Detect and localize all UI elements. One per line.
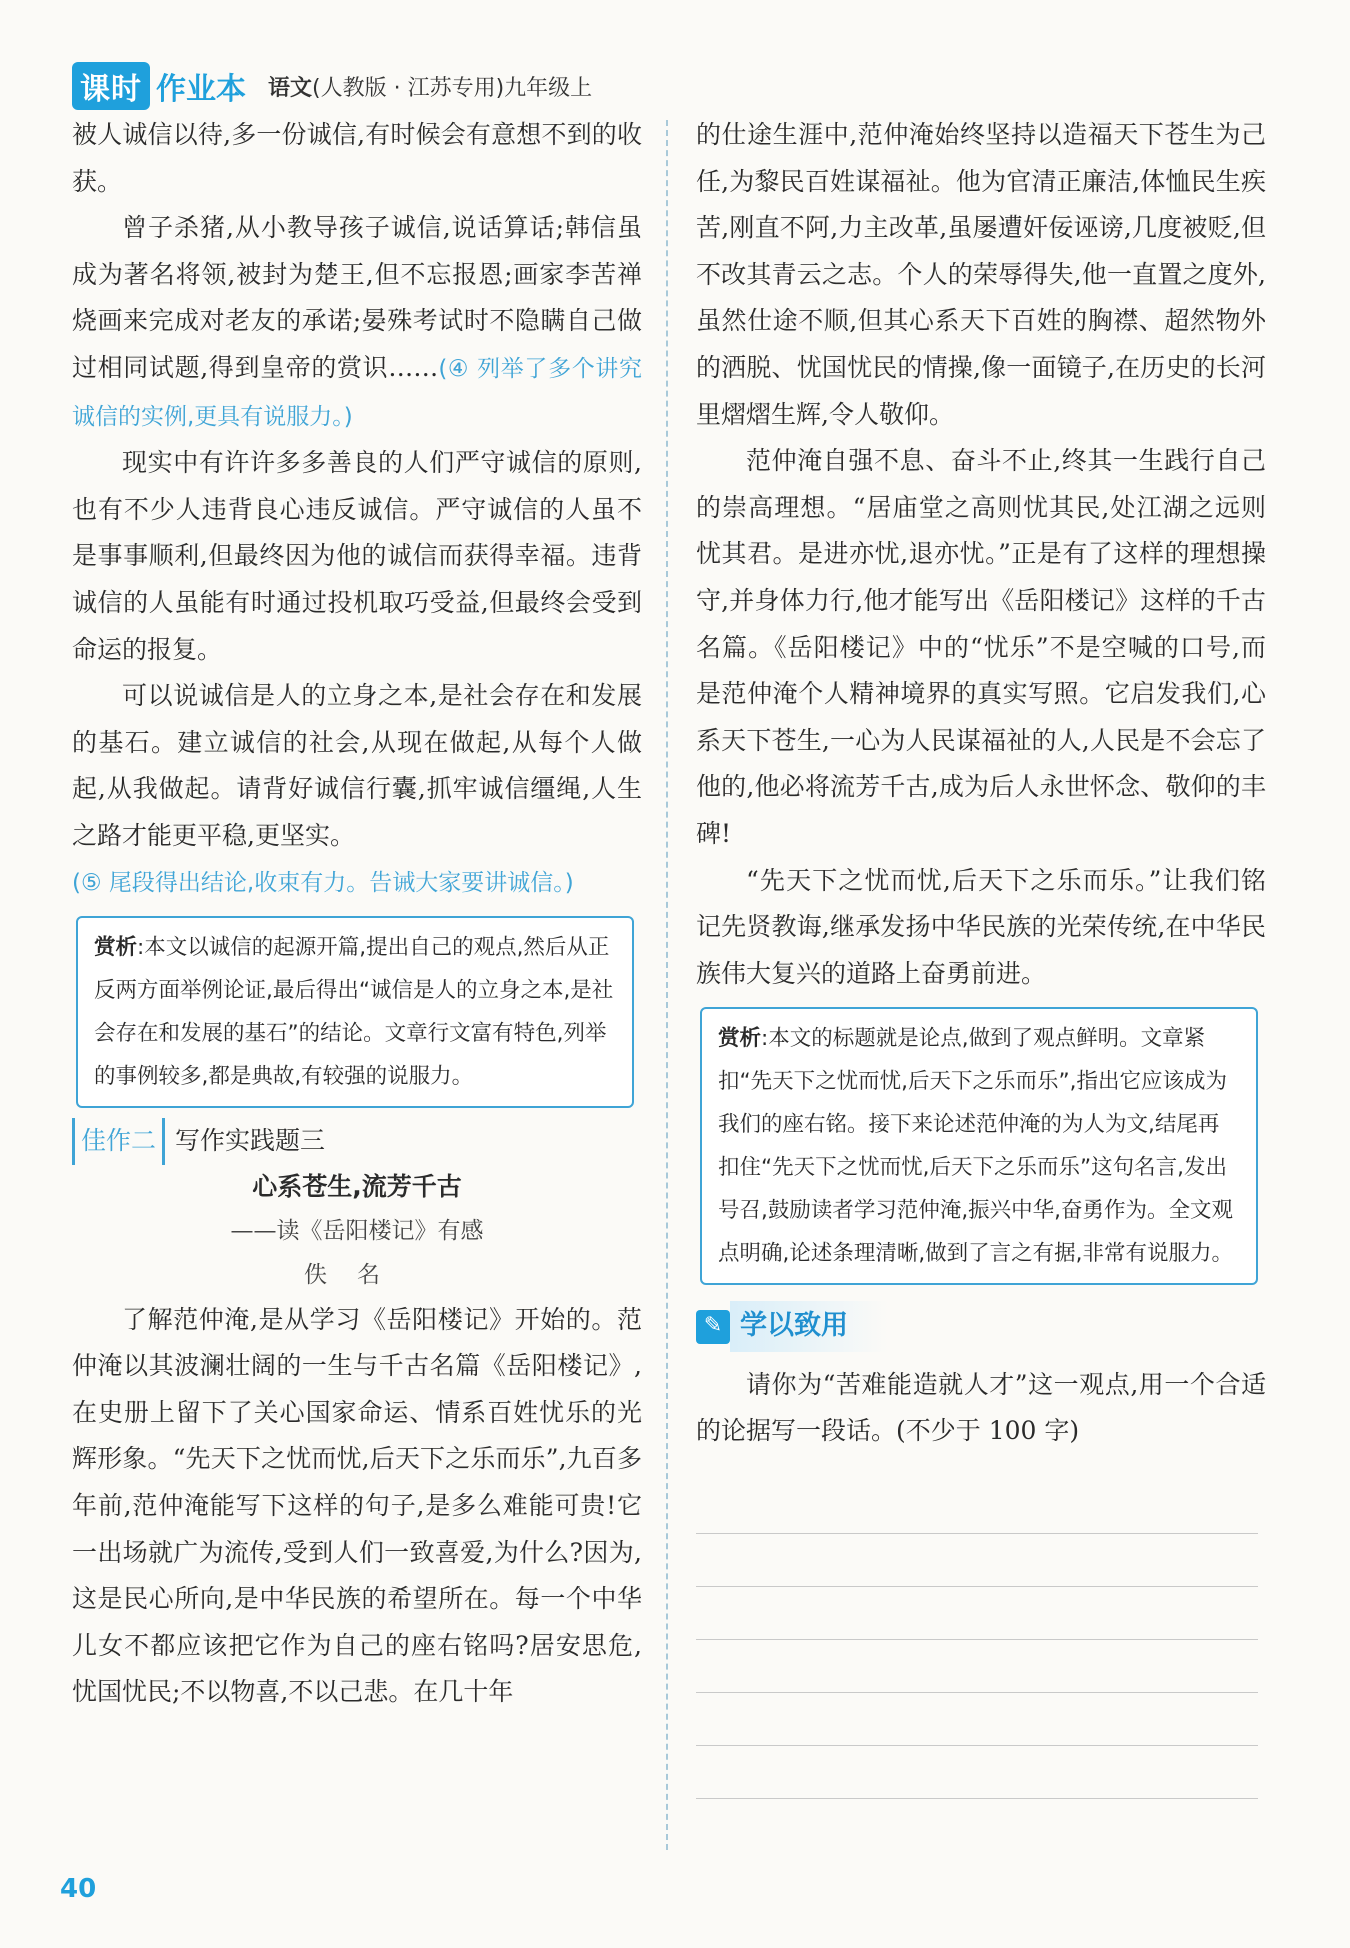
analysis-text: :本文以诚信的起源开篇,提出自己的观点,然后从正反两方面举例论证,最后得出“诚信是人的立身之本,是社会存在和发展的基石”的结论。文章行文富有特色,列举的事例较多,都是典故,有较强的说服力。	[94, 935, 614, 1090]
analysis-text: :本文的标题就是论点,做到了观点鲜明。文章紧扣“先天下之忧而忧,后天下之乐而乐”,指出它应该成为我们的座右铭。接下来论述范仲淹的为人为文,结尾再扣住“先天下之忧而忧,后天下之乐而乐”这句名言,发出号召,鼓励读者学习范仲淹,振兴中华,奋勇作为。全文观点明确,论述条理清晰,做到了言之有据,非常有说服力。	[718, 1026, 1234, 1267]
paragraph: “先天下之忧而忧,后天下之乐而乐。”让我们铭记先贤教诲,继承发扬中华民族的光荣传统,在中华民族伟大复兴的道路上奋勇前进。	[696, 865, 1266, 988]
analysis-label: 赏析	[718, 1026, 762, 1052]
paragraph	[72, 205, 642, 440]
paragraph: 被人诚信以待,多一份诚信,有时候会有意想不到的收获。	[72, 120, 642, 196]
left-column	[72, 112, 642, 1716]
writing-line[interactable]	[696, 1640, 1258, 1693]
writing-line[interactable]	[696, 1746, 1258, 1799]
paragraph: 可以说诚信是人的立身之本,是社会存在和发展的基石。建立诚信的社会,从现在做起,从每个人做起,从我做起。请背好诚信行囊,抓牢诚信缰绳,人生之路才能更平稳,更坚实。	[72, 681, 642, 850]
paragraph: 了解范仲淹,是从学习《岳阳楼记》开始的。范仲淹以其波澜壮阔的一生与千古名篇《岳阳楼记》,在史册上留下了关心国家命运、情系百姓忧乐的光辉形象。“先天下之忧而忧,后天下之乐而乐”,九百多年前,范仲淹能写下这样的句子,是多么难能可贵!它一出场就广为流传,受到人们一致喜爱,为什么?因为,这是民心所向,是中华民族的希望所在。每一个中华儿女不都应该把它作为自己的座右铭吗?居安思危,忧国忧民;不以物喜,不以己悲。在几十年	[72, 1304, 642, 1707]
essay-title: 心系苍生,流芳千古	[252, 1171, 462, 1201]
practice-section-heading	[696, 1301, 1266, 1352]
paragraph: 现实中有许许多多善良的人们严守诚信的原则,也有不少人违背良心违反诚信。严守诚信的人虽不是事事顺利,但最终因为他的诚信而获得幸福。违背诚信的人虽能有时通过投机取巧受益,但最终会受到命运的报复。	[72, 448, 642, 664]
pen-icon: ✎	[696, 1310, 730, 1344]
practice-section-label: 学以致用	[730, 1301, 888, 1352]
logo	[72, 62, 246, 110]
writing-line[interactable]	[696, 1587, 1258, 1640]
analysis-box	[700, 1007, 1258, 1285]
analysis-label: 赏析	[94, 935, 138, 961]
logo-mark: 课时	[72, 62, 150, 110]
paragraph-text: 曾子杀猪,从小教导孩子诚信,说话算话;韩信虽成为著名将领,被封为楚王,但不忘报恩;画家李苦禅烧画来完成对老友的承诺;晏殊考试时不隐瞒自己做过相同试题,得到皇帝的赏识……	[72, 213, 642, 382]
paragraph: 范仲淹自强不息、奋斗不止,终其一生践行自己的崇高理想。“居庙堂之高则忧其民,处江湖之远则忧其君。是进亦忧,退亦忧。”正是有了这样的理想操守,并身体力行,他才能写出《岳阳楼记》这样的千古名篇。《岳阳楼记》中的“忧乐”不是空喊的口号,而是范仲淹个人精神境界的真实写照。它启发我们,心系天下苍生,一心为人民谋福祉的人,人民是不会忘了他的,他必将流芳千古,成为后人永世怀念、敬仰的丰碑!	[696, 446, 1266, 848]
essay-subtitle: ——读《岳阳楼记》有感	[230, 1217, 484, 1244]
right-column	[696, 112, 1266, 1799]
page-number: 40	[60, 1874, 97, 1904]
practice-prompt: 请你为“苦难能造就人才”这一观点,用一个合适的论据写一段话。(不少于 100 字)	[696, 1369, 1266, 1446]
annotation-note: (⑤ 尾段得出结论,收束有力。告诫大家要讲诚信。)	[72, 869, 574, 896]
analysis-box	[76, 916, 634, 1108]
edition: (人教版 · 江苏专用)九年级上	[312, 75, 593, 101]
writing-line[interactable]	[696, 1481, 1258, 1534]
section-heading	[72, 1118, 642, 1165]
writing-line[interactable]	[696, 1534, 1258, 1587]
page-header	[72, 64, 592, 108]
writing-line[interactable]	[696, 1693, 1258, 1746]
paragraph: 的仕途生涯中,范仲淹始终坚持以造福天下苍生为己任,为黎民百姓谋福祉。他为官清正廉洁,体恤民生疾苦,刚直不阿,力主改革,虽屡遭奸佞诬谤,几度被贬,但不改其青云之志。个人的荣辱得失,他一直置之度外,虽然仕途不顺,但其心系天下百姓的胸襟、超然物外的洒脱、忧国忧民的情操,像一面镜子,在历史的长河里熠熠生辉,令人敬仰。	[696, 120, 1266, 429]
essay-author: 佚名	[304, 1261, 410, 1288]
section-tag: 佳作二	[72, 1118, 165, 1165]
writing-area[interactable]	[696, 1481, 1266, 1799]
column-divider	[666, 120, 668, 1850]
annotation-note: (④ 列举了多个讲究诚信的实例,更具有说服力。)	[72, 355, 643, 430]
section-title: 写作实践题三	[175, 1126, 326, 1156]
subject-name: 语文	[268, 75, 313, 101]
header-subject	[268, 71, 592, 102]
logo-text: 作业本	[156, 72, 246, 107]
